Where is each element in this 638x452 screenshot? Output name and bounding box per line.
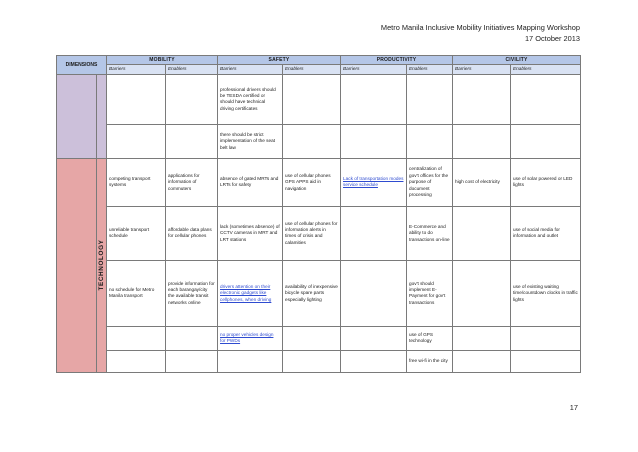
cell-productivity-enabler: free wi-fi in the city xyxy=(407,350,453,372)
cell-safety-enabler: availability of inexpensive bicycle spare parts especially lighting xyxy=(283,260,341,326)
workshop-date: 17 October 2013 xyxy=(524,34,580,43)
civility-barriers-header: Barriers xyxy=(453,65,511,74)
cell-safety-barrier: lack (sometimes absence) of CCTV cameras in MRT and LRT stations xyxy=(218,206,283,260)
cell-productivity-barrier xyxy=(341,260,407,326)
cell-mobility-enabler: provide information for each barangay/city the available transit networks online xyxy=(166,260,218,326)
cell-productivity-barrier: Lack of transportation modes service schedule xyxy=(341,158,407,206)
productivity-barriers-header: Barriers xyxy=(341,65,407,74)
cell-mobility-barrier: no schedule for Metro Manila transport xyxy=(107,260,166,326)
group-header-civility: CIVILITY xyxy=(453,56,581,65)
dimension-purple-cell xyxy=(57,74,97,158)
cell-civility-barrier xyxy=(453,124,511,158)
cell-productivity-enabler: E-Commerce and ability to do transactions on-line xyxy=(407,206,453,260)
cell-productivity-barrier xyxy=(341,124,407,158)
cell-civility-barrier xyxy=(453,260,511,326)
cell-civility-enabler xyxy=(511,326,581,350)
cell-mobility-enabler: applications for information of commuters xyxy=(166,158,218,206)
cell-mobility-barrier: unreliable transport schedule xyxy=(107,206,166,260)
page-header xyxy=(381,22,580,44)
cell-mobility-barrier xyxy=(107,74,166,124)
cell-mobility-enabler: affordable data plans for cellular phones xyxy=(166,206,218,260)
dimension-technology-strip xyxy=(97,158,107,372)
group-header-safety: SAFETY xyxy=(218,56,341,65)
cell-civility-barrier xyxy=(453,350,511,372)
cell-productivity-enabler: gov't should implement E-Payment for gov't transactions xyxy=(407,260,453,326)
cell-mobility-barrier xyxy=(107,326,166,350)
table-row xyxy=(57,260,581,326)
cell-safety-barrier: there should be strict implementation of the seat belt law xyxy=(218,124,283,158)
mobility-enablers-header: Enablers xyxy=(166,65,218,74)
safety-enablers-header: Enablers xyxy=(283,65,341,74)
table-row xyxy=(57,124,581,158)
table-row xyxy=(57,74,581,124)
dimensions-header: DIMENSIONS xyxy=(57,56,107,75)
cell-safety-enabler xyxy=(283,350,341,372)
cell-civility-enabler xyxy=(511,350,581,372)
workshop-title: Metro Manila Inclusive Mobility Initiatives Mapping Workshop xyxy=(380,23,580,32)
cell-civility-enabler xyxy=(511,74,581,124)
cell-safety-barrier: absence of gated MRTs and LRTs for safety xyxy=(218,158,283,206)
cell-civility-barrier xyxy=(453,74,511,124)
cell-civility-enabler: use of solar powered or LED lights xyxy=(511,158,581,206)
cell-civility-enabler xyxy=(511,124,581,158)
safety-barriers-header: Barriers xyxy=(218,65,283,74)
cell-safety-barrier: drivers attention on their electronic gadgets like cellphones, when driving xyxy=(218,260,283,326)
mapping-matrix-table xyxy=(56,55,581,373)
mobility-barriers-header: Barriers xyxy=(107,65,166,74)
cell-productivity-barrier xyxy=(341,206,407,260)
cell-civility-barrier: high cost of electricity xyxy=(453,158,511,206)
cell-civility-barrier xyxy=(453,206,511,260)
cell-safety-enabler xyxy=(283,326,341,350)
cell-productivity-enabler xyxy=(407,124,453,158)
cell-mobility-barrier xyxy=(107,350,166,372)
cell-mobility-barrier xyxy=(107,124,166,158)
cell-mobility-enabler xyxy=(166,350,218,372)
page-number: 17 xyxy=(569,403,578,412)
cell-safety-barrier xyxy=(218,350,283,372)
cell-productivity-enabler: centralization of gov't offices for the purpose of document processing xyxy=(407,158,453,206)
cell-safety-barrier: professional drivers should be TESDA certified or should have technical driving certificates xyxy=(218,74,283,124)
table-row xyxy=(57,158,581,206)
table-row xyxy=(57,326,581,350)
table-row xyxy=(57,350,581,372)
cell-mobility-enabler xyxy=(166,74,218,124)
cell-safety-enabler xyxy=(283,74,341,124)
group-header-mobility: MOBILITY xyxy=(107,56,218,65)
cell-productivity-enabler: use of GPS technology xyxy=(407,326,453,350)
technology-label: TECHNOLOGY xyxy=(97,239,105,291)
cell-civility-barrier xyxy=(453,326,511,350)
cell-productivity-barrier xyxy=(341,326,407,350)
cell-civility-enabler: use of existing waiting time/countdown clocks in traffic lights xyxy=(511,260,581,326)
civility-enablers-header: Enablers xyxy=(511,65,581,74)
cell-safety-enabler: use of cellular phones for information alerts in times of crisis and calamities xyxy=(283,206,341,260)
productivity-enablers-header: Enablers xyxy=(407,65,453,74)
dimension-purple-strip xyxy=(97,74,107,158)
cell-safety-enabler xyxy=(283,124,341,158)
cell-mobility-barrier: competing transport systems xyxy=(107,158,166,206)
cell-mobility-enabler xyxy=(166,326,218,350)
dimension-technology-cell xyxy=(57,158,97,372)
group-header-productivity: PRODUCTIVITY xyxy=(341,56,453,65)
cell-productivity-barrier xyxy=(341,350,407,372)
cell-safety-enabler: use of cellular phones GPS APPS aid in navigation xyxy=(283,158,341,206)
cell-mobility-enabler xyxy=(166,124,218,158)
cell-civility-enabler: use of social media for information and outlet xyxy=(511,206,581,260)
cell-productivity-barrier xyxy=(341,74,407,124)
cell-productivity-enabler xyxy=(407,74,453,124)
table-row xyxy=(57,206,581,260)
cell-safety-barrier: no proper vehicles design for PWDs xyxy=(218,326,283,350)
